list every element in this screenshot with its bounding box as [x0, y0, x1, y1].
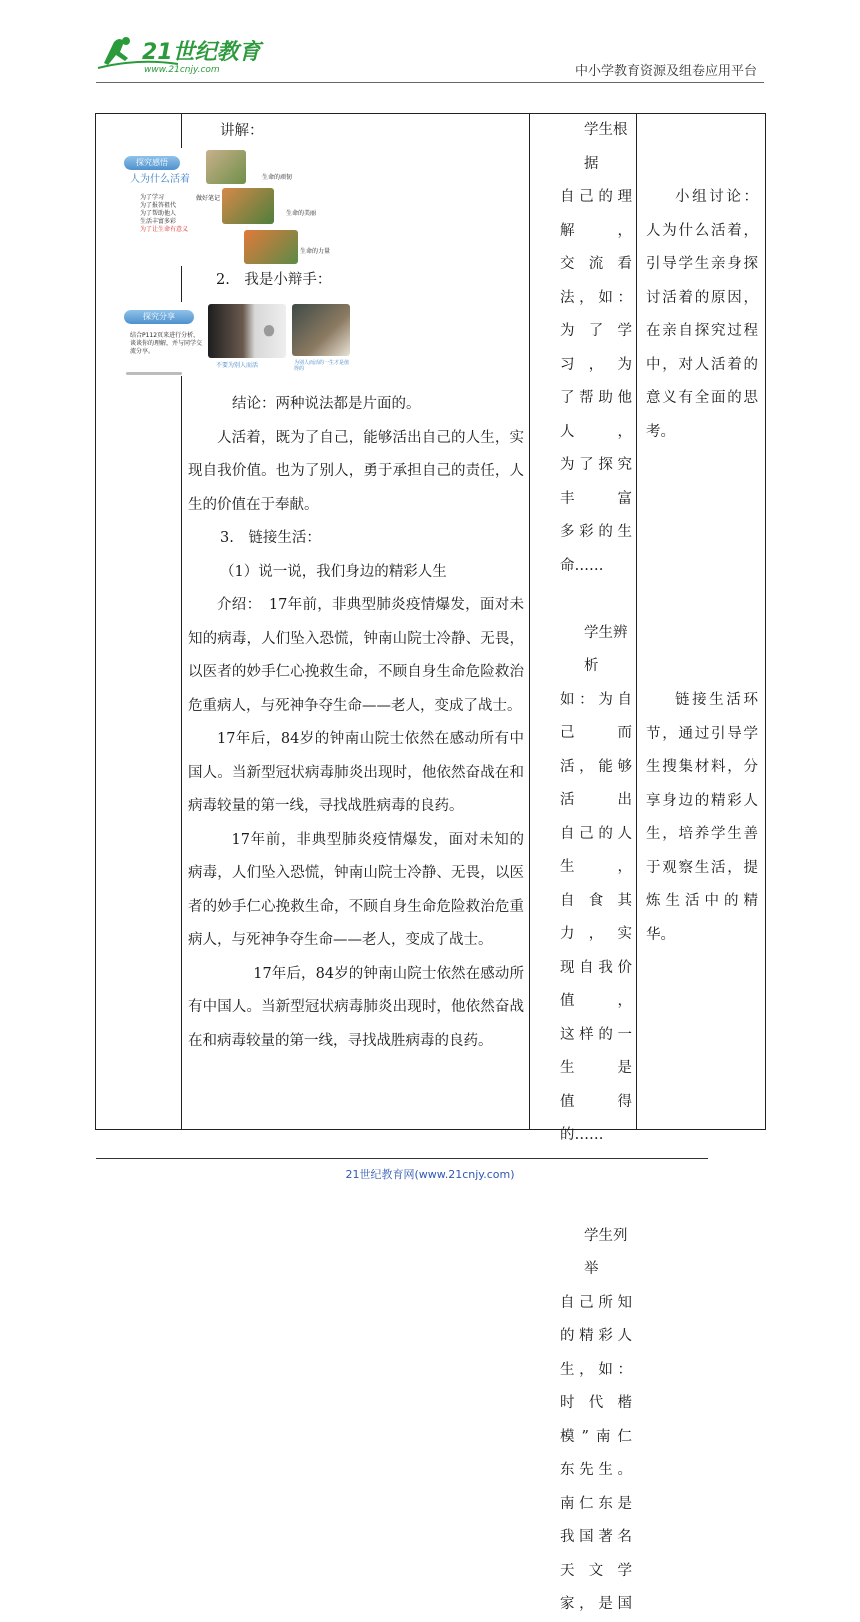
brand-logo — [96, 34, 276, 80]
svg-text:21世纪教育: 21世纪教育 — [142, 40, 261, 65]
student-activity-column — [560, 114, 632, 1612]
student-line: 命…… — [560, 557, 604, 574]
student-line: 自己的人生， — [560, 825, 632, 875]
student-line: 现自我价值， — [560, 959, 632, 1009]
student-line: 为了探究丰富 — [560, 457, 632, 507]
link-life-heading: 3. 链接生活： — [220, 530, 321, 546]
student-line: 自食其力，实 — [560, 892, 632, 942]
apple-icon — [262, 322, 276, 338]
people-photo — [222, 188, 274, 224]
slide-caption: 为别人而活的一生才是值得的 — [294, 360, 350, 372]
slide-question: 人为什么活着 — [130, 174, 190, 185]
slide-item: 为了学习 — [140, 194, 165, 201]
slide-item: 为了报答祖代 — [140, 202, 177, 209]
slide-bar — [126, 372, 182, 375]
slide-caption: 生命的顽韧 — [262, 174, 293, 181]
explanation-heading: 讲解： — [220, 123, 264, 139]
intent-paragraph: 小组讨论：人为什么活着，引导学生亲身探讨活着的原因，在亲自探究过程中，对人活着的意义有全面的思考。 — [646, 189, 758, 440]
slide-tag: 探究感悟 — [124, 156, 180, 170]
student-line: 如：为自己而 — [560, 691, 632, 741]
svg-text:www.21cnjy.com: www.21cnjy.com — [144, 65, 220, 75]
column-divider — [636, 114, 637, 1129]
header-divider — [96, 82, 764, 83]
student-line: 学生根据 — [584, 122, 628, 172]
slide-image-debate — [124, 302, 350, 376]
body-paragraph: 17年后，84岁的钟南山院士依然在感动所有中国人。当新型冠状病毒肺炎出现时，他依然奋战在和病毒较量的第一线，寻找战胜病毒的良药。 — [188, 731, 524, 814]
slide-note: 做好笔记 — [196, 195, 221, 202]
platform-title: 中小学教育资源及组卷应用平台 — [574, 64, 757, 79]
slide-caption: 生命的力量 — [300, 248, 331, 255]
intent-paragraph: 链接生活环节，通过引导学生搜集材料，分享身边的精彩人生，培养学生善于观察生活，提炼生活中的精华。 — [646, 692, 758, 943]
student-line: 学生列举 — [584, 1227, 628, 1277]
slide-text: 结合P112页来进行分析，谈谈你的理解，并与同学交流分享。 — [130, 332, 203, 355]
debate-heading: 2. 我是小辩手： — [216, 271, 332, 288]
column-divider — [181, 114, 182, 1129]
slide-item: 为了让生命有意义 — [140, 226, 189, 233]
scientist-photo — [292, 304, 350, 356]
column-divider — [529, 114, 530, 1129]
conclusion-text: 结论：两种说法都是片面的。 — [232, 396, 421, 412]
student-line: 了帮助他人， — [560, 390, 632, 440]
sub-heading: （1）说一说，我们身边的精彩人生 — [220, 563, 447, 580]
student-line: 模”南仁 — [560, 1428, 632, 1445]
student-line: 自己的理解， — [560, 189, 632, 239]
slide-item: 生活丰富多彩 — [140, 218, 177, 225]
student-line: 学生辨析 — [584, 624, 628, 674]
student-line: 活，能够活出 — [560, 758, 632, 808]
body-paragraph: 17年前，非典型肺炎疫情爆发，面对未知的病毒，人们坠入恐慌，钟南山院士冷静、无畏，以医者的妙手仁心挽救生命，不顾自身生命危险救治危重病人，与死神争夺生命——老人，变成了战士。 — [188, 831, 524, 948]
teacher-activity-column — [188, 114, 524, 1129]
body-paragraph: 介绍： 17年前，非典型肺炎疫情爆发，面对未知的病毒，人们坠入恐慌，钟南山院士冷静、无畏，以医者的妙手仁心挽救生命，不顾自身生命危险救治危重病人，与死神争夺生命——老人，变成了战士。 — [188, 597, 524, 714]
footer-link[interactable]: 21世纪教育网(www.21cnjy.com) — [345, 1168, 515, 1181]
student-line: 自己所知 — [560, 1294, 632, 1311]
slide-caption: 不要为别人而活 — [216, 362, 259, 369]
seedling-photo — [206, 150, 246, 184]
student-line: 的精彩人 — [560, 1328, 632, 1344]
team-photo — [244, 230, 298, 264]
body-paragraph: 人活着，既为了自己，能够活出自己的人生，实现自我价值。也为了别人，勇于承担自己的责任，人生的价值在于奉献。 — [188, 429, 524, 513]
slide-caption: 生命的美丽 — [286, 210, 317, 217]
student-line: 时 代 楷 — [560, 1395, 632, 1411]
portrait-photo — [208, 304, 286, 358]
student-line: 为了学习，为 — [560, 323, 632, 373]
student-line: 我国著名 — [560, 1529, 632, 1545]
student-line: 东先生。 — [560, 1462, 632, 1478]
student-line: 家，是国 — [560, 1596, 632, 1612]
page-header — [0, 0, 860, 90]
student-line: 南仁东是 — [560, 1495, 632, 1512]
student-line: 交流看法，如： — [560, 256, 632, 306]
slide-tag: 探究分享 — [124, 310, 194, 324]
student-line: 这样的一生是 — [560, 1026, 632, 1076]
slide-item: 为了帮助他人 — [140, 210, 177, 217]
footer-divider — [96, 1158, 708, 1159]
student-line: 多 彩 的 生 — [560, 524, 632, 540]
student-line: 天 文 学 — [560, 1562, 632, 1579]
design-intent-column — [646, 114, 758, 1129]
slide-image-explore — [124, 148, 350, 266]
student-line: 值得的…… — [560, 1093, 632, 1143]
student-line: 生，如： — [560, 1361, 632, 1378]
body-paragraph: 17年后，84岁的钟南山院士依然在感动所有中国人。当新型冠状病毒肺炎出现时，他依然奋战在和病毒较量的第一线，寻找战胜病毒的良药。 — [188, 965, 524, 1049]
